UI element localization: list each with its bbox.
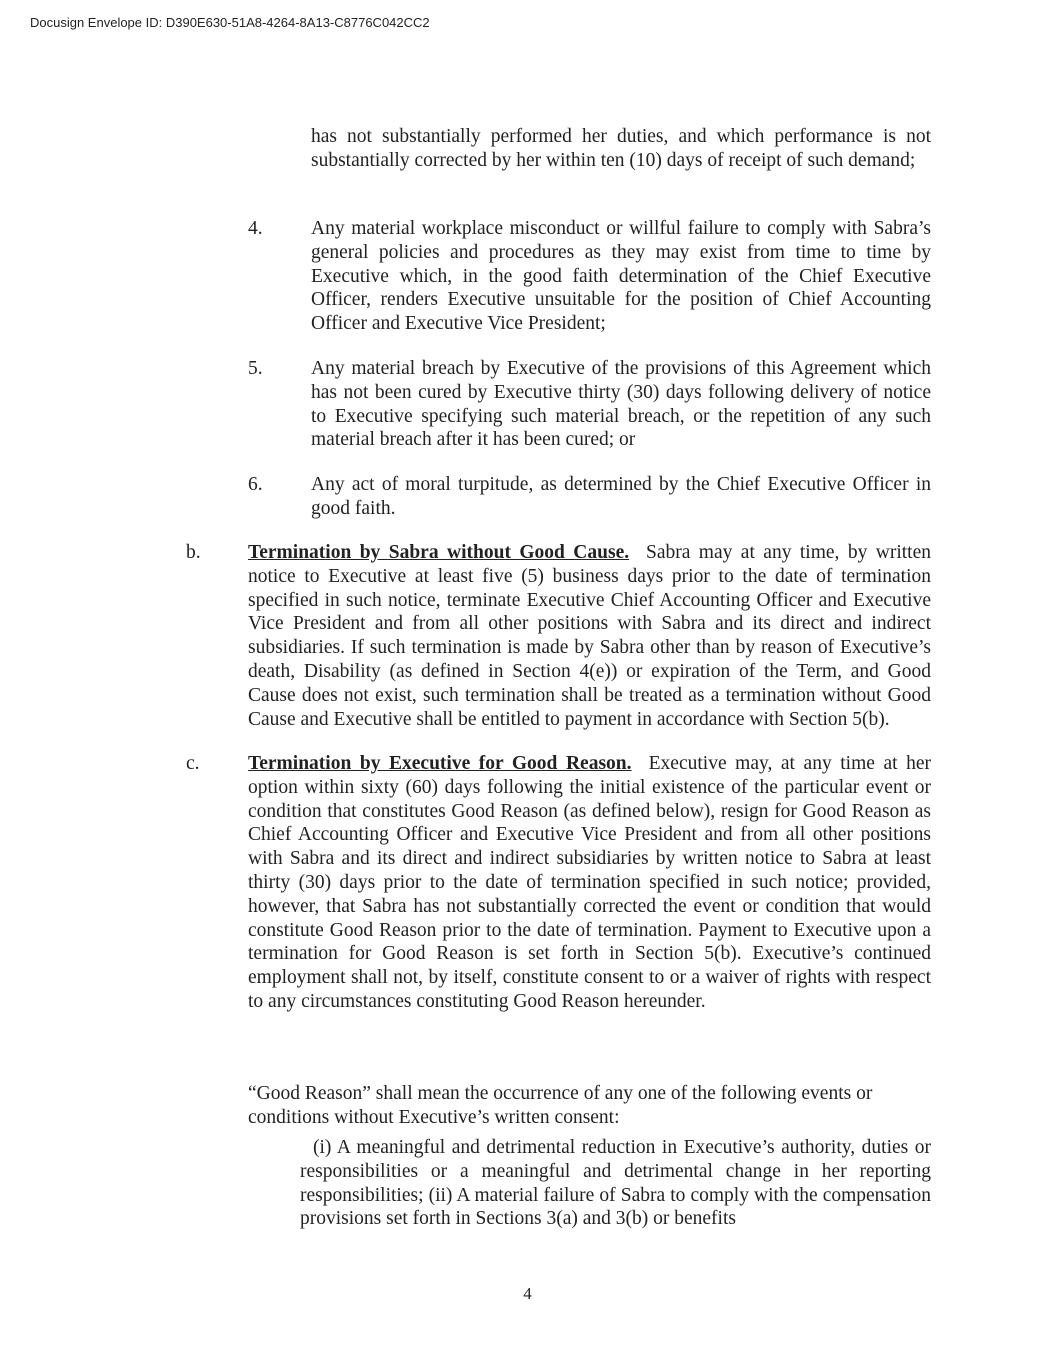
list-item-number: 4. [248, 218, 263, 239]
good-reason-list: (i) A meaningful and detrimental reduction in Executive’s authority, duties or responsibilities or a meaningful and detrimental change in her reporting responsibilities; (ii) A material failure of Sabra to comply with the compensation provisions set forth in Sections 3(a) and 3(b) or benefits [300, 1137, 931, 1230]
section-text: Executive may, at any time at her option within sixty (60) days following the initial existence of the particular event or condition that constitutes Good Reason (as defined below), resign for Good Reason as Chief Accounting Officer and Executive Vice President and from all other positions with Sabra and its direct and indirect subsidiaries by written notice to Sabra at least thirty (30) days prior to the date of termination specified in such notice; provided, however, that Sabra has not substantially corrected the event or condition that would constitute Good Reason prior to the date of termination. Payment to Executive upon a termination for Good Reason is set forth in Section 5(b). Executive’s continued employment shall not, by itself, constitute consent to or a waiver of rights with respect to any circumstances constituting Good Reason hereunder. [248, 753, 931, 1012]
section-letter: c. [186, 753, 200, 774]
page-number: 4 [523, 1284, 532, 1303]
section-text: Sabra may at any time, by written notice to Executive at least five (5) business days prior to the date of termination specified in such notice, terminate Executive Chief Accounting Officer and Executive Vice President and from all other positions with Sabra and its direct and indirect subsidiaries. If such termination is made by Sabra other than by reason of Executive’s death, Disability (as defined in Section 4(e)) or expiration of the Term, and Good Cause does not exist, such termination shall be treated as a termination without Good Cause and Executive shall be entitled to payment in accordance with Section 5(b). [248, 542, 932, 730]
docusign-envelope-id: Docusign Envelope ID: D390E630-51A8-4264-8A13-C8776C042CC2 [30, 15, 430, 30]
section-paragraph [248, 541, 931, 731]
list-item-text: Any act of moral turpitude, as determined by the Chief Executive Officer in good faith. [311, 474, 931, 519]
good-reason-intro: “Good Reason” shall mean the occurrence of any one of the following events or conditions without Executive’s written consent: [248, 1083, 873, 1128]
list-item-number: 5. [248, 358, 263, 379]
list-item-number: 6. [248, 474, 263, 495]
section-heading: Termination by Sabra without Good Cause. [248, 542, 630, 563]
section-paragraph [248, 752, 931, 1014]
list-item-text: Any material workplace misconduct or willful failure to comply with Sabra’s general policies and procedures as they may exist from time to time by Executive which, in the good faith determination of the Chief Executive Officer, renders Executive unsuitable for the position of Chief Accounting Officer and Executive Vice President; [311, 218, 931, 335]
section-letter: b. [186, 542, 201, 563]
list-item-text: Any material breach by Executive of the provisions of this Agreement which has not been cured by Executive thirty (30) days following delivery of notice to Executive specifying such material breach, or the repetition of any such material breach after it has been cured; or [311, 358, 931, 451]
continuation-paragraph: has not substantially performed her duties, and which performance is not substantially corrected by her within ten (10) days of receipt of such demand; [311, 126, 931, 171]
section-heading: Termination by Executive for Good Reason. [248, 753, 632, 774]
